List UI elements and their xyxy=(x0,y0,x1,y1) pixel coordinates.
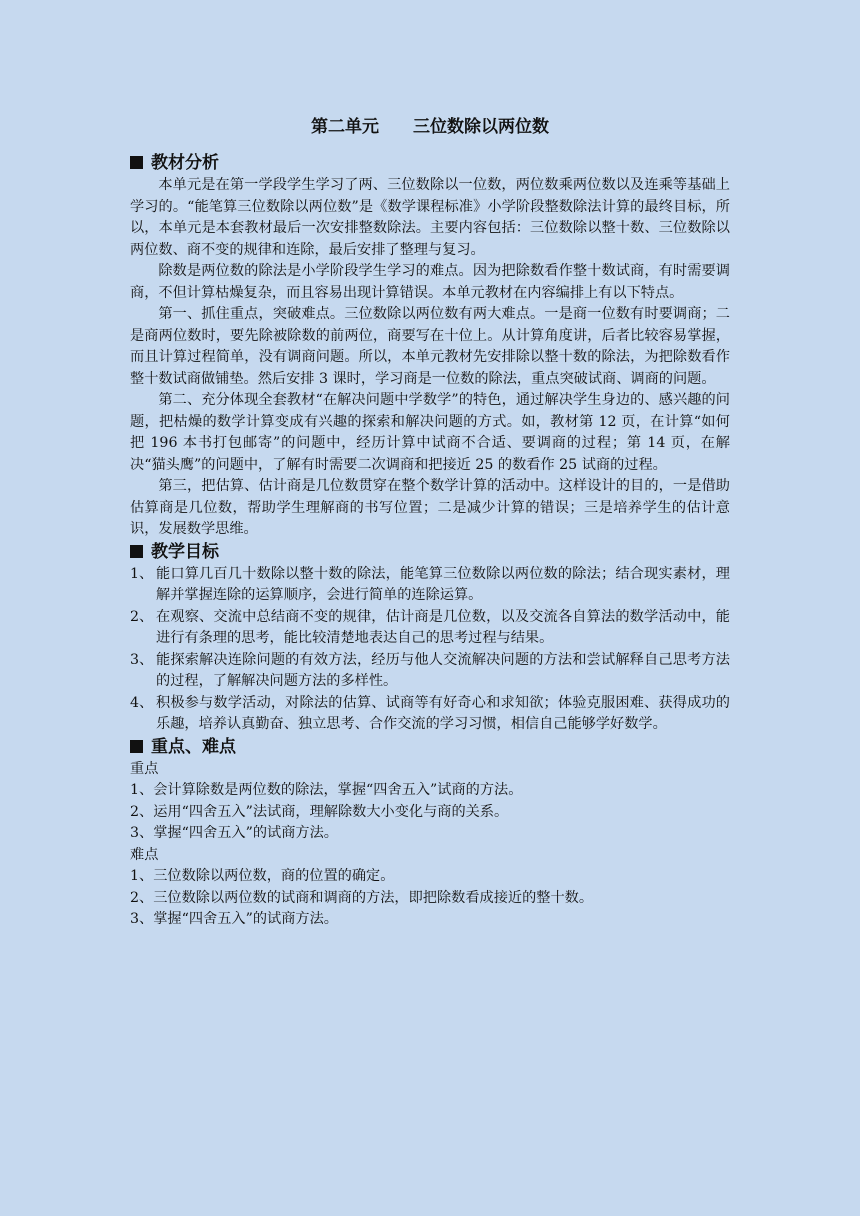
list-item: 3、 能探索解决连除问题的有效方法，经历与他人交流解决问题的方法和尝试解释自己思考方法的过程，了解解决问题方法的多样性。 xyxy=(130,651,730,689)
key-point: 2、运用“四舍五入”法试商，理解除数大小变化与商的关系。 xyxy=(130,803,509,820)
document-content xyxy=(130,112,730,931)
list-item: 1、 能口算几百几十数除以整十数的除法，能笔算三位数除以两位数的除法；结合现实素材，理解并掌握连除的运算顺序，会进行简单的连除运算。 xyxy=(130,565,730,603)
difficult-point: 1、三位数除以两位数，商的位置的确定。 xyxy=(130,868,395,884)
section-heading-key-points: 重点、难点 xyxy=(130,736,730,759)
paragraph: 第一、抓住重点，突破难点。三位数除以两位数有两大难点。一是商一位数有时要调商；二是商两位数时，要先除被除数的前两位，商要写在十位上。从计算角度讲，后者比较容易掌握，而且计算过程简单，没有调商问题。所以，本单元教材先安排除以整十数的除法，为把除数看作整十数试商做铺垫。然后安排 3 课时，学习商是一位数的除法，重点突破试商、调商的问题。 xyxy=(130,306,730,387)
square-bullet-icon xyxy=(130,740,143,753)
difficult-point: 2、三位数除以两位数的试商和调商的方法，即把除数看成接近的整十数。 xyxy=(130,889,594,906)
paragraph: 本单元是在第一学段学生学习了两、三位数除以一位数，两位数乘两位数以及连乘等基础上学习的。“能笔算三位数除以两位数”是《数学课程标准》小学阶段整数除法计算的最终目标，所以，本单元是本套教材最后一次安排整数除法。主要内容包括：三位数除以整十数、三位数除以两位数、商不变的规律和连除，最后安排了整理与复习。 xyxy=(130,177,730,258)
square-bullet-icon xyxy=(130,156,143,169)
paragraph: 第二、充分体现全套教材“在解决问题中学数学”的特色，通过解决学生身边的、感兴趣的问题，把枯燥的数学计算变成有兴趣的探索和解决问题的方式。如，教材第 12 页，在计算“如何把 196 本书打包邮寄”的问题中，经历计算中试商不合适、要调商的过程；第 14 页，在解决“猫头鹰”的问题中，了解有时需要二次调商和把接近 25 的数看作 25 试商的过程。 xyxy=(130,392,730,473)
paragraph: 除数是两位数的除法是小学阶段学生学习的难点。因为把除数看作整十数试商，有时需要调商，不但计算枯燥复杂，而且容易出现计算错误。本单元教材在内容编排上有以下特点。 xyxy=(130,263,730,301)
page-title xyxy=(130,112,730,142)
difficult-point: 3、掌握“四舍五入”的试商方法。 xyxy=(130,911,338,927)
key-point: 1、会计算除数是两位数的除法，掌握“四舍五入”试商的方法。 xyxy=(130,782,523,798)
list-item: 4、 积极参与数学活动，对除法的估算、试商等有好奇心和求知欲；体验克服困难、获得成功的乐趣，培养认真勤奋、独立思考、合作交流的学习习惯，相信自己能够学好数学。 xyxy=(130,694,730,732)
title-topic: 三位数除以两位数 xyxy=(413,117,549,137)
key-label: 重点 xyxy=(130,760,159,777)
key-point: 3、掌握“四舍五入”的试商方法。 xyxy=(130,825,338,841)
list-item: 2、 在观察、交流中总结商不变的规律，估计商是几位数，以及交流各自算法的数学活动中，能进行有条理的思考，能比较清楚地表达自己的思考过程与结果。 xyxy=(130,608,730,646)
square-bullet-icon xyxy=(130,545,143,558)
section-heading-goals: 教学目标 xyxy=(130,541,730,564)
section-heading-analysis: 教材分析 xyxy=(130,152,730,175)
difficult-label: 难点 xyxy=(130,846,159,863)
paragraph: 第三，把估算、估计商是几位数贯穿在整个数学计算的活动中。这样设计的目的，一是借助估算商是几位数，帮助学生理解商的书写位置；二是减少计算的错误；三是培养学生的估计意识，发展数学思维。 xyxy=(130,478,730,537)
title-unit: 第二单元 xyxy=(311,117,379,137)
